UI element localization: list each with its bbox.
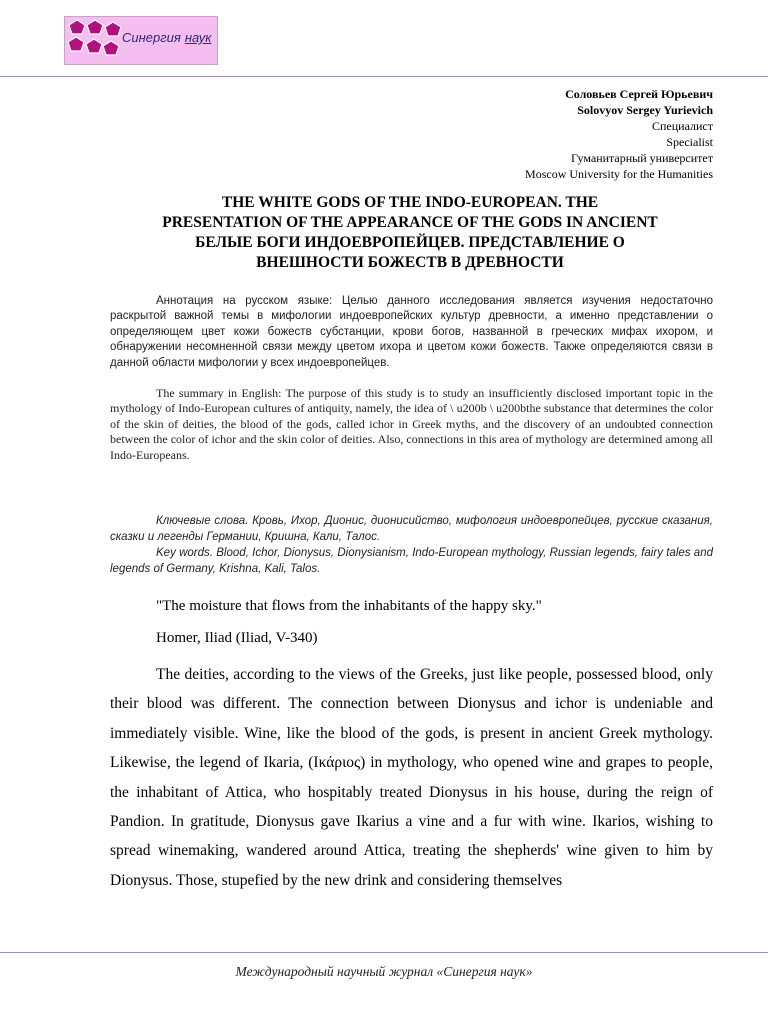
author-position-en: Specialist xyxy=(666,135,713,149)
author-org-en: Moscow University for the Humanities xyxy=(525,167,713,181)
title-line-3: БЕЛЫЕ БОГИ ИНДОЕВРОПЕЙЦЕВ. ПРЕДСТАВЛЕНИЕ О xyxy=(195,234,625,251)
author-position-ru: Специалист xyxy=(651,119,713,133)
journal-footer: Международный научный журнал «Синергия наук» xyxy=(235,964,533,979)
title-line-2: PRESENTATION OF THE APPEARANCE OF THE GODS IN ANCIENT xyxy=(162,214,658,231)
epigraph-source: Homer, Iliad (Iliad, V-340) xyxy=(156,630,318,646)
title-line-1: THE WHITE GODS OF THE INDO-EUROPEAN. THE xyxy=(221,194,599,211)
author-org-ru: Гуманитарный университет xyxy=(571,151,713,165)
abstract-en: The summary in English: The purpose of this study is to study an insufficiently disclosed important topic in the mythology of Indo-European cultures of antiquity, namely, the idea of \ u200b \ u200bthe substance that determines the color of the skin of deities, the blood of the gods, called ichor in Greek myths, and the discovery of an undoubted connection between the color of ichor and the skin color of deities. Also, connections in this area of mythology are determined among all Indo-Europeans. xyxy=(110,386,713,462)
header-divider xyxy=(0,76,768,77)
author-block xyxy=(393,86,713,182)
epigraph-quote: "The moisture that flows from the inhabitants of the happy sky." xyxy=(156,598,542,614)
journal-logo xyxy=(64,16,218,65)
logo-text-underlined: наук xyxy=(184,30,212,45)
article-title xyxy=(100,193,720,273)
abstract-ru: Аннотация на русском языке: Целью данного исследования является изучения недостаточно раскрытой важной темы в мифологии индоевропейских культур древности, а именно представлении о определяющем цвет кожи божеств субстанции, крови богов, названной в греческих мифах ихором, и обнаружении несомненной связи между цветом ихора и цветом кожи божеств. Также определяются связи в данной области мифологии у всех индоевропейцев. xyxy=(110,295,713,369)
author-name-ru: Соловьев Сергей Юрьевич xyxy=(565,87,713,101)
logo-text-main: Синергия xyxy=(122,30,181,45)
author-name-en: Solovyov Sergey Yurievich xyxy=(577,103,713,117)
footer-divider xyxy=(0,952,768,953)
keywords-ru: Ключевые слова. Кровь, Ихор, Дионис, дионисийство, мифология индоевропейцев, русские сказания, сказки и легенды Германии, Кришна, Кали, Талос. xyxy=(110,515,713,543)
pentagon-cluster-icon xyxy=(67,19,123,62)
keywords-en: Key words. Blood, Ichor, Dionysus, Dionysianism, Indo-European mythology, Russian legends, fairy tales and legends of Germany, Krishna, Kali, Talos. xyxy=(110,547,713,575)
body-paragraph: The deities, according to the views of the Greeks, just like people, possessed blood, only their blood was different. The connection between Dionysus and ichor is undeniable and immediately visible. Wine, like the blood of the gods, is present in ancient Greek mythology. Likewise, the legend of Ikaria, (Ικάριος) in mythology, who opened wine and grapes to people, the inhabitant of Attica, who hospitably treated Dionysus in his house, during the reign of Pandion. In gratitude, Dionysus gave Ikarius a vine and a fur with wine. Ikarios, wishing to spread winemaking, wandered around Attica, treating the shepherds' wine given to him by Dionysus. Those, stupefied by the new drink and considering themselves xyxy=(110,666,713,889)
keywords xyxy=(110,513,713,577)
logo-wordmark xyxy=(122,30,211,45)
title-line-4: ВНЕШНОСТИ БОЖЕСТВ В ДРЕВНОСТИ xyxy=(256,254,564,271)
